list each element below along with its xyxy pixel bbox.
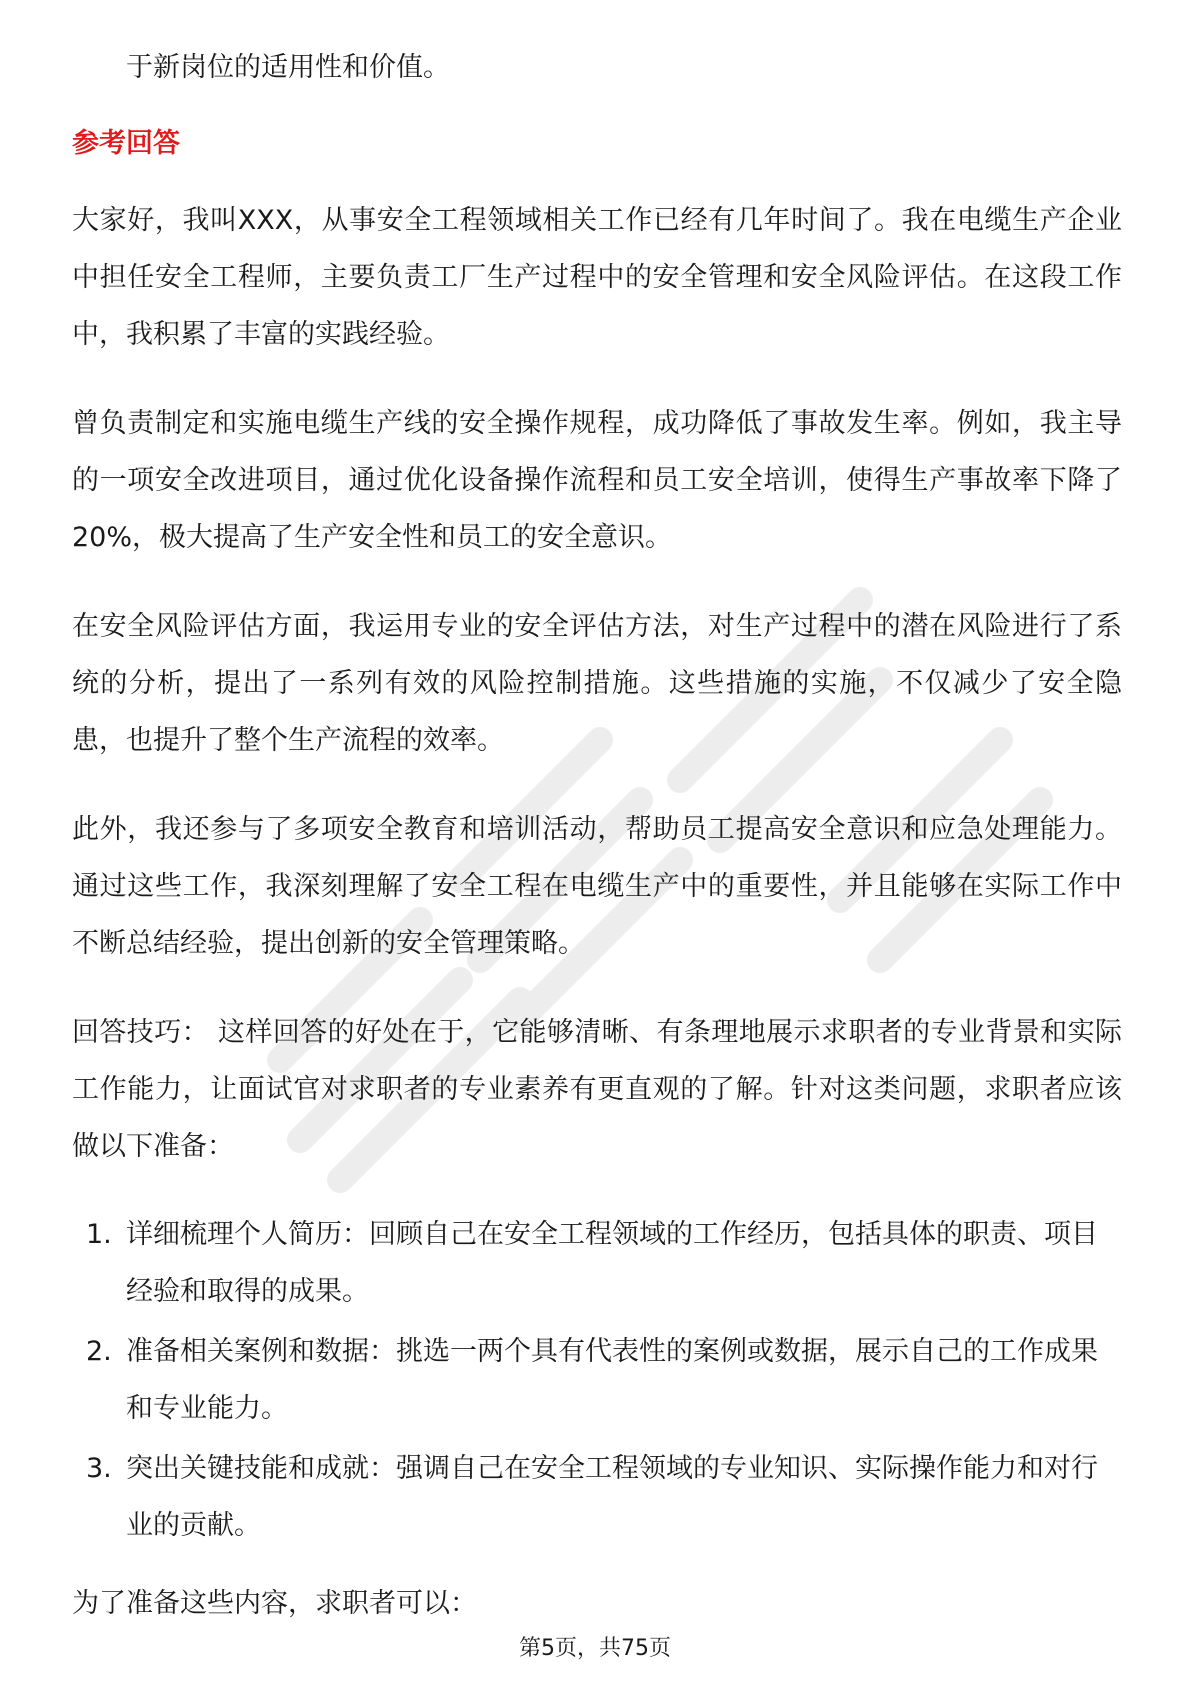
paragraph: 在安全风险评估方面，我运用专业的安全评估方法，对生产过程中的潜在风险进行了系统的分析，提出了一系列有效的风险控制措施。这些措施的实施，不仅减少了安全隐患，也提升了整个生产流程的效率。 (72, 611, 1122, 756)
paragraph: 大家好，我叫XXX，从事安全工程领域相关工作已经有几年时间了。我在电缆生产企业中担任安全工程师，主要负责工厂生产过程中的安全管理和安全风险评估。在这段工作中，我积累了丰富的实践经验。 (72, 205, 1122, 350)
list-number: 1. (86, 1219, 112, 1250)
answer-tips-paragraph: 回答技巧： 这样回答的好处在于，它能够清晰、有条理地展示求职者的专业背景和实际工作能力，让面试官对求职者的专业素养有更直观的了解。针对这类问题，求职者应该做以下准备： (72, 1017, 1122, 1162)
paragraph: 曾负责制定和实施电缆生产线的安全操作规程，成功降低了事故发生率。例如，我主导的一项安全改进项目，通过优化设备操作流程和员工安全培训，使得生产事故率下降了20%，极大提高了生产安全性和员工的安全意识。 (72, 408, 1122, 553)
list-item-text: 突出关键技能和成就：强调自己在安全工程领域的专业知识、实际操作能力和对行业的贡献。 (126, 1453, 1098, 1541)
closing-text: 为了准备这些内容，求职者可以： (72, 1588, 477, 1619)
continuation-text: 于新岗位的适用性和价值。 (126, 52, 450, 83)
paragraph: 此外，我还参与了多项安全教育和培训活动，帮助员工提高安全意识和应急处理能力。通过这些工作，我深刻理解了安全工程在电缆生产中的重要性，并且能够在实际工作中不断总结经验，提出创新的安全管理策略。 (72, 814, 1122, 959)
list-item-text: 详细梳理个人简历：回顾自己在安全工程领域的工作经历，包括具体的职责、项目经验和取得的成果。 (126, 1219, 1098, 1307)
section-heading: 参考回答 (72, 128, 180, 159)
list-item (72, 1206, 1122, 1320)
list-number: 3. (86, 1453, 112, 1484)
list-item-text: 准备相关案例和数据：挑选一两个具有代表性的案例或数据，展示自己的工作成果和专业能力。 (126, 1336, 1098, 1424)
list-item (72, 1323, 1122, 1437)
list-item (72, 1440, 1122, 1554)
preparation-list (72, 1206, 1122, 1557)
list-number: 2. (86, 1336, 112, 1367)
page-footer: 第5页，共75页 (519, 1636, 671, 1661)
